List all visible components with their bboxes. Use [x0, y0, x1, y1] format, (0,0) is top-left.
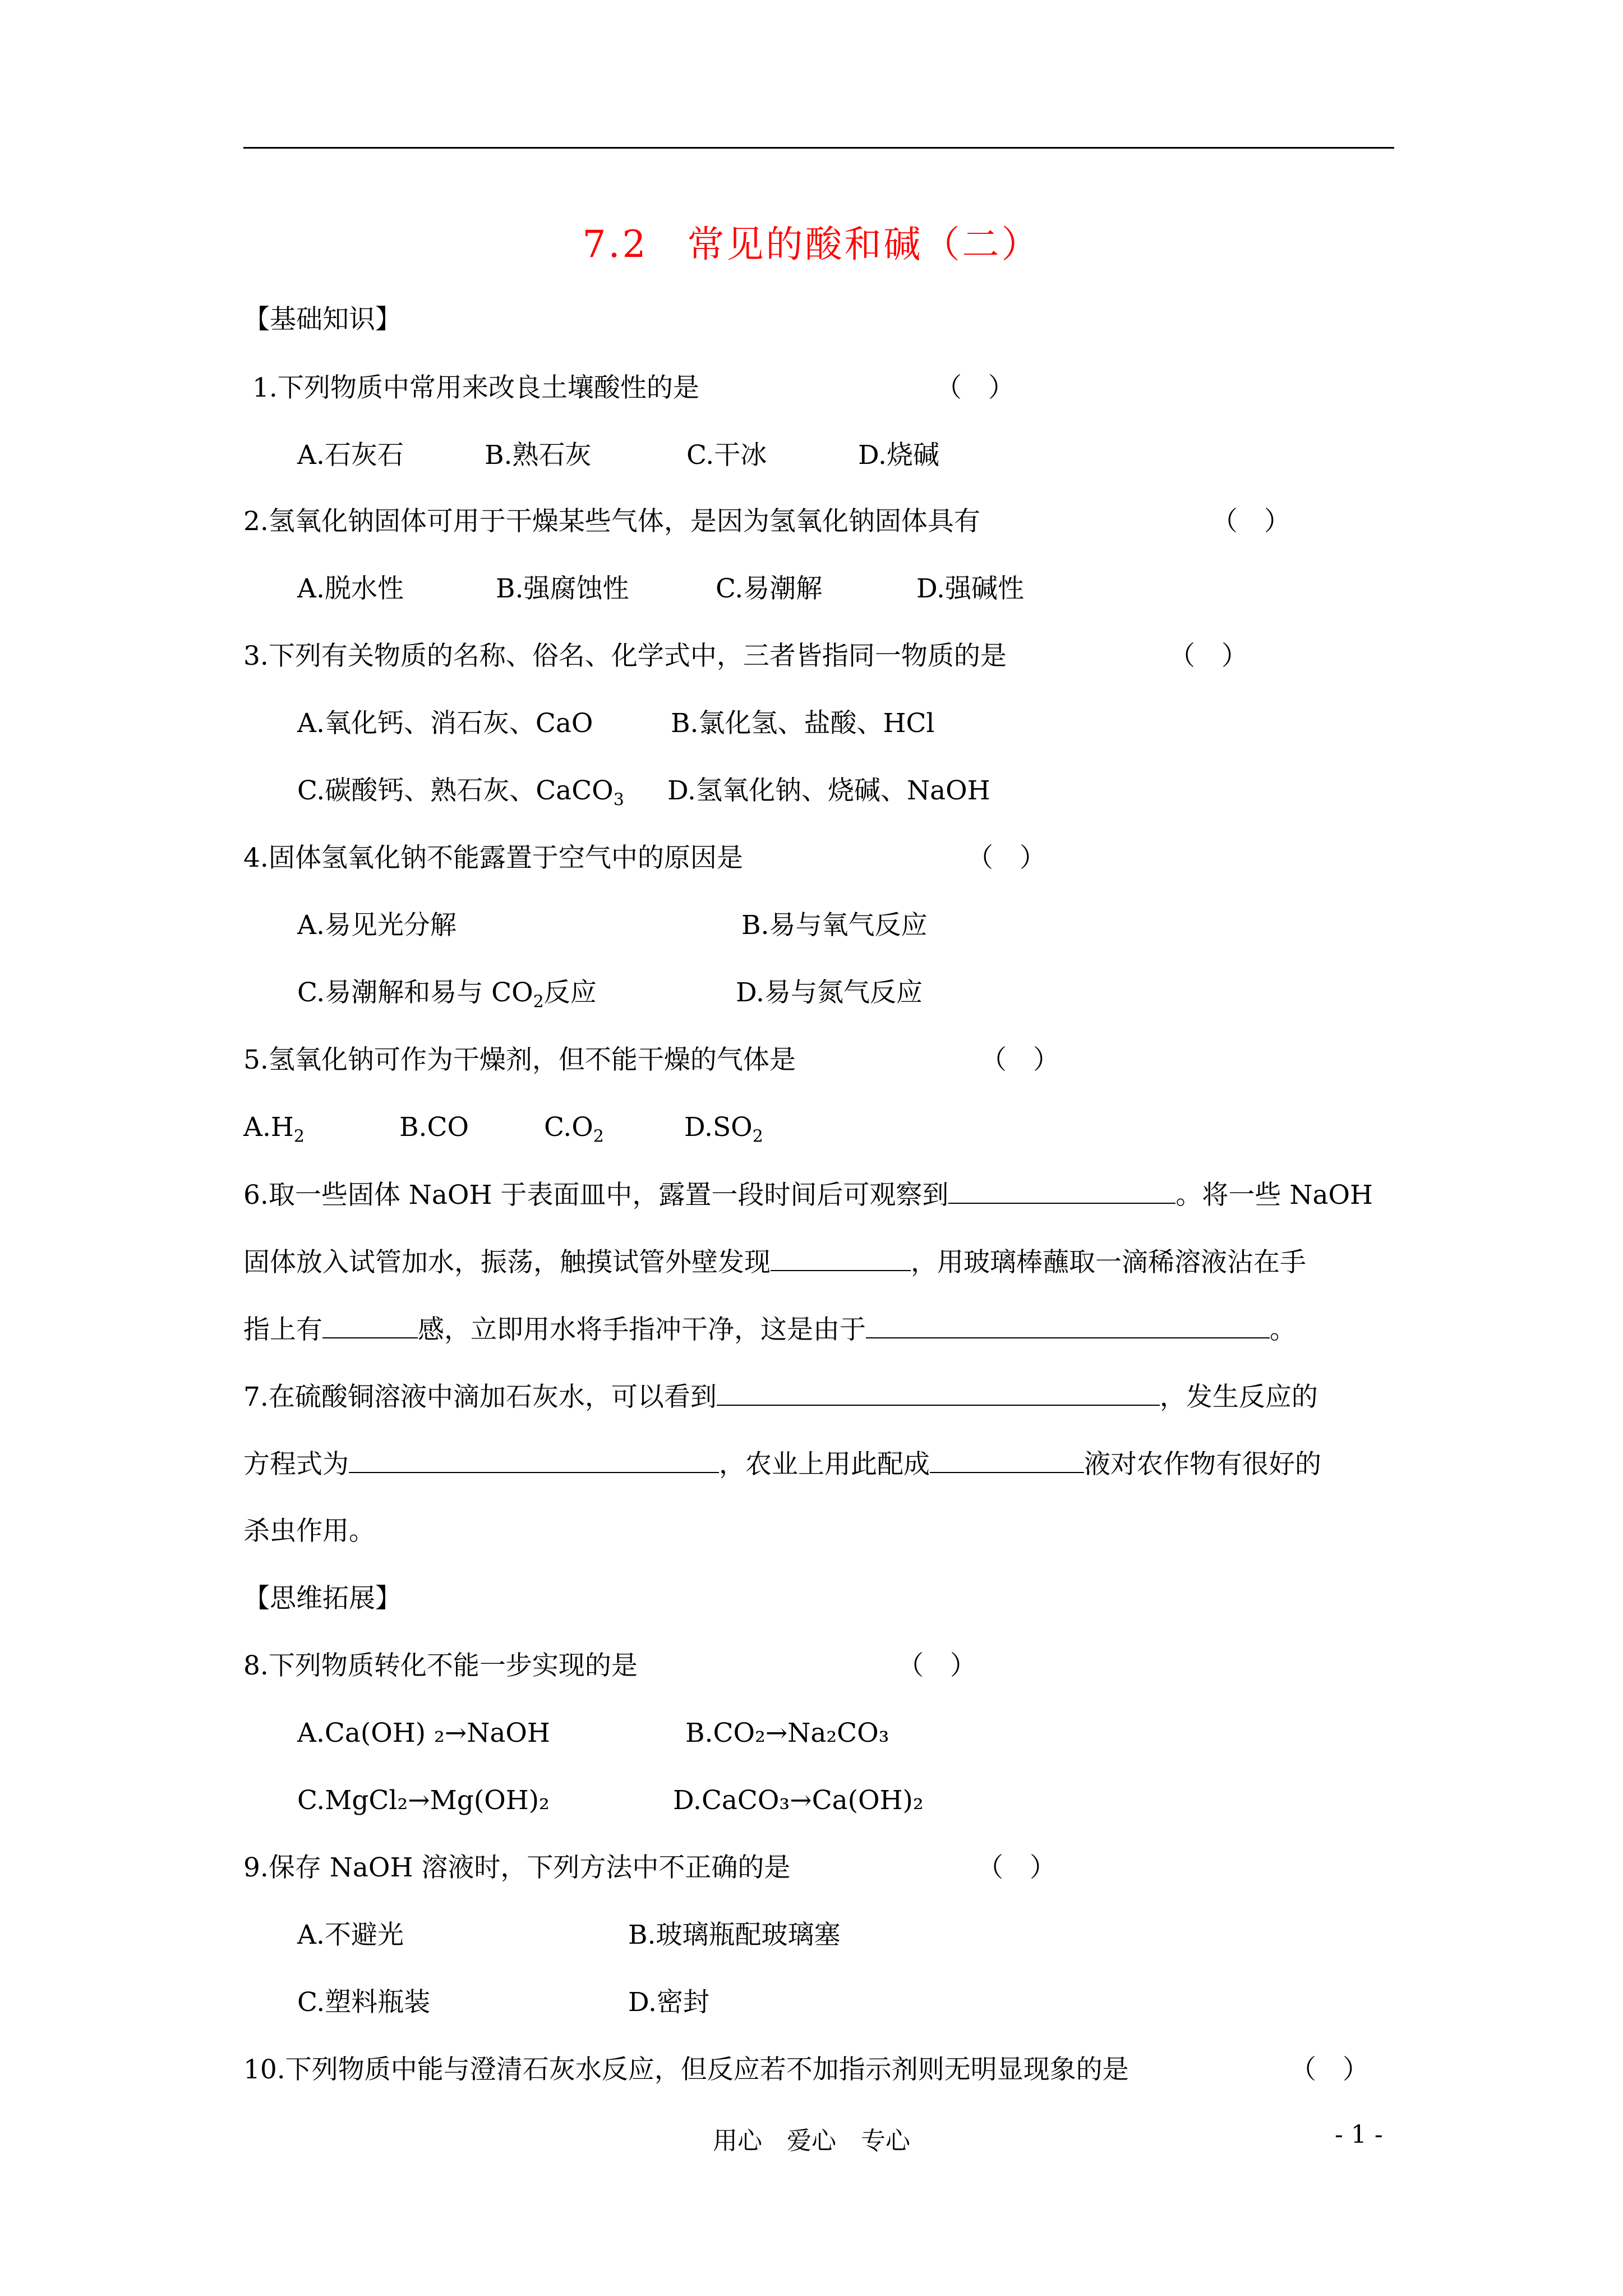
question-7-text: ，发生反应的	[1159, 1382, 1318, 1412]
question-6-text: ，用玻璃棒蘸取一滴稀溶液沾在手	[911, 1247, 1306, 1278]
question-1-stem: 1.下列物质中常用来改良土壤酸性的是	[252, 372, 699, 403]
question-2-option-d[interactable]: D.强碱性	[916, 573, 1024, 604]
question-8-option-d[interactable]: D.CaCO₃→Ca(OH)₂	[673, 1785, 924, 1816]
question-1-option-a[interactable]: A.石灰石	[297, 440, 404, 471]
question-4-option-b[interactable]: B.易与氧气反应	[741, 910, 928, 941]
question-1-option-b[interactable]: B.熟石灰	[485, 440, 592, 471]
question-9-answer-blank[interactable]: （ ）	[977, 1852, 1056, 1883]
question-6-fill-blank-2[interactable]	[771, 1245, 911, 1271]
question-8-option-b[interactable]: B.CO₂→Na₂CO₃	[685, 1718, 889, 1749]
question-6-text: 固体放入试管加水，振荡，触摸试管外壁发现	[243, 1247, 771, 1278]
question-6-text: 6.取一些固体 NaOH 于表面皿中，露置一段时间后可观察到	[243, 1180, 949, 1211]
question-7-fill-blank-1[interactable]	[717, 1380, 1160, 1406]
section-heading-extension: 【思维拓展】	[243, 1583, 402, 1614]
question-10-stem: 10.下列物质中能与澄清石灰水反应，但反应若不加指示剂则无明显现象的是	[243, 2054, 1129, 2085]
question-7-line-2	[243, 1447, 1321, 1481]
question-4-option-c-text-end: 反应	[543, 977, 597, 1008]
question-6-line-2	[243, 1245, 1306, 1280]
question-5-option-a[interactable]	[243, 1111, 305, 1147]
question-3-stem: 3.下列有关物质的名称、俗名、化学式中，三者皆指同一物质的是	[243, 641, 1007, 671]
question-7-text: 方程式为	[243, 1449, 349, 1480]
question-9-stem: 9.保存 NaOH 溶液时，下列方法中不正确的是	[243, 1852, 791, 1883]
question-7-text: ，农业上用此配成	[719, 1449, 930, 1480]
question-1-answer-blank[interactable]: （ ）	[935, 372, 1015, 403]
question-6-fill-blank-3[interactable]	[322, 1313, 418, 1338]
question-10-answer-blank[interactable]: （ ）	[1290, 2054, 1369, 2085]
question-7-line-1	[243, 1380, 1318, 1414]
question-3-answer-blank[interactable]: （ ）	[1169, 641, 1248, 671]
question-6-line-3	[243, 1313, 1296, 1347]
question-7-line-3: 杀虫作用。	[243, 1516, 375, 1547]
question-4-option-c-text: C.易潮解和易与 CO	[297, 977, 533, 1008]
question-2-option-b[interactable]: B.强腐蚀性	[496, 573, 629, 604]
question-5-option-d[interactable]	[684, 1111, 763, 1147]
question-3-option-d[interactable]: D.氢氧化钠、烧碱、NaOH	[667, 775, 990, 806]
question-3-option-c[interactable]	[297, 774, 624, 808]
question-3-option-b[interactable]: B.氯化氢、盐酸、HCl	[671, 708, 935, 739]
question-6-fill-blank-4[interactable]	[866, 1313, 1270, 1338]
question-3-option-a[interactable]: A.氧化钙、消石灰、CaO	[297, 708, 593, 739]
question-4-option-a[interactable]: A.易见光分解	[297, 910, 457, 941]
question-5-option-a-subscript: 2	[293, 1126, 305, 1147]
question-5-option-d-text: D.SO	[684, 1112, 753, 1143]
question-9-option-d[interactable]: D.密封	[628, 1987, 709, 2018]
question-3-option-c-text: C.碳酸钙、熟石灰、CaCO	[297, 775, 614, 806]
question-7-fill-blank-3[interactable]	[930, 1447, 1084, 1473]
question-5-answer-blank[interactable]: （ ）	[980, 1045, 1059, 1075]
question-5-option-a-text: A.H	[243, 1112, 294, 1143]
question-5-option-d-subscript: 2	[752, 1126, 763, 1147]
question-5-option-c-subscript: 2	[593, 1126, 604, 1147]
question-5-option-b[interactable]: B.CO	[399, 1112, 469, 1143]
question-5-option-c-text: C.O	[544, 1112, 593, 1143]
question-1-option-d[interactable]: D.烧碱	[858, 440, 939, 471]
question-8-option-c[interactable]: C.MgCl₂→Mg(OH)₂	[297, 1785, 550, 1816]
question-4-option-c-subscript: 2	[533, 992, 544, 1012]
section-heading-basic: 【基础知识】	[243, 304, 402, 335]
question-4-option-c[interactable]	[297, 976, 597, 1010]
question-6-text: 。将一些 NaOH	[1175, 1180, 1373, 1211]
question-2-answer-blank[interactable]: （ ）	[1211, 506, 1290, 537]
question-7-fill-blank-2[interactable]	[349, 1447, 719, 1473]
question-2-option-c[interactable]: C.易潮解	[716, 573, 823, 604]
question-4-option-d[interactable]: D.易与氮气反应	[736, 977, 923, 1008]
question-6-text: 指上有	[243, 1314, 322, 1345]
question-4-answer-blank[interactable]: （ ）	[967, 843, 1046, 873]
question-1-option-c[interactable]: C.干冰	[686, 440, 767, 471]
question-8-answer-blank[interactable]: （ ）	[897, 1650, 976, 1681]
page-number: - 1 -	[1335, 2120, 1383, 2149]
question-9-option-a[interactable]: A.不避光	[297, 1920, 404, 1950]
question-7-text: 液对农作物有很好的	[1084, 1449, 1321, 1480]
question-2-stem: 2.氢氧化钠固体可用于干燥某些气体，是因为氢氧化钠固体具有	[243, 506, 980, 537]
question-4-stem: 4.固体氢氧化钠不能露置于空气中的原因是	[243, 843, 743, 873]
question-6-fill-blank-1[interactable]	[948, 1178, 1175, 1204]
question-5-option-c[interactable]	[544, 1111, 604, 1147]
question-8-stem: 8.下列物质转化不能一步实现的是	[243, 1650, 638, 1681]
question-7-text: 7.在硫酸铜溶液中滴加石灰水，可以看到	[243, 1382, 717, 1412]
question-5-stem: 5.氢氧化钠可作为干燥剂，但不能干燥的气体是	[243, 1045, 796, 1075]
question-6-line-1	[243, 1178, 1373, 1212]
page-title: 7.2 常见的酸和碱（二）	[582, 223, 1041, 266]
question-6-text: 感，立即用水将手指冲干净，这是由于	[418, 1314, 866, 1345]
question-3-option-c-subscript: 3	[613, 790, 624, 810]
question-2-option-a[interactable]: A.脱水性	[297, 573, 404, 604]
question-6-text: 。	[1270, 1314, 1296, 1345]
question-9-option-c[interactable]: C.塑料瓶装	[297, 1987, 431, 2018]
page-footer: 用心 爱心 专心	[713, 2127, 910, 2155]
question-9-option-b[interactable]: B.玻璃瓶配玻璃塞	[628, 1920, 841, 1950]
question-8-option-a[interactable]: A.Ca(OH) ₂→NaOH	[297, 1718, 550, 1749]
header-rule	[243, 147, 1394, 149]
